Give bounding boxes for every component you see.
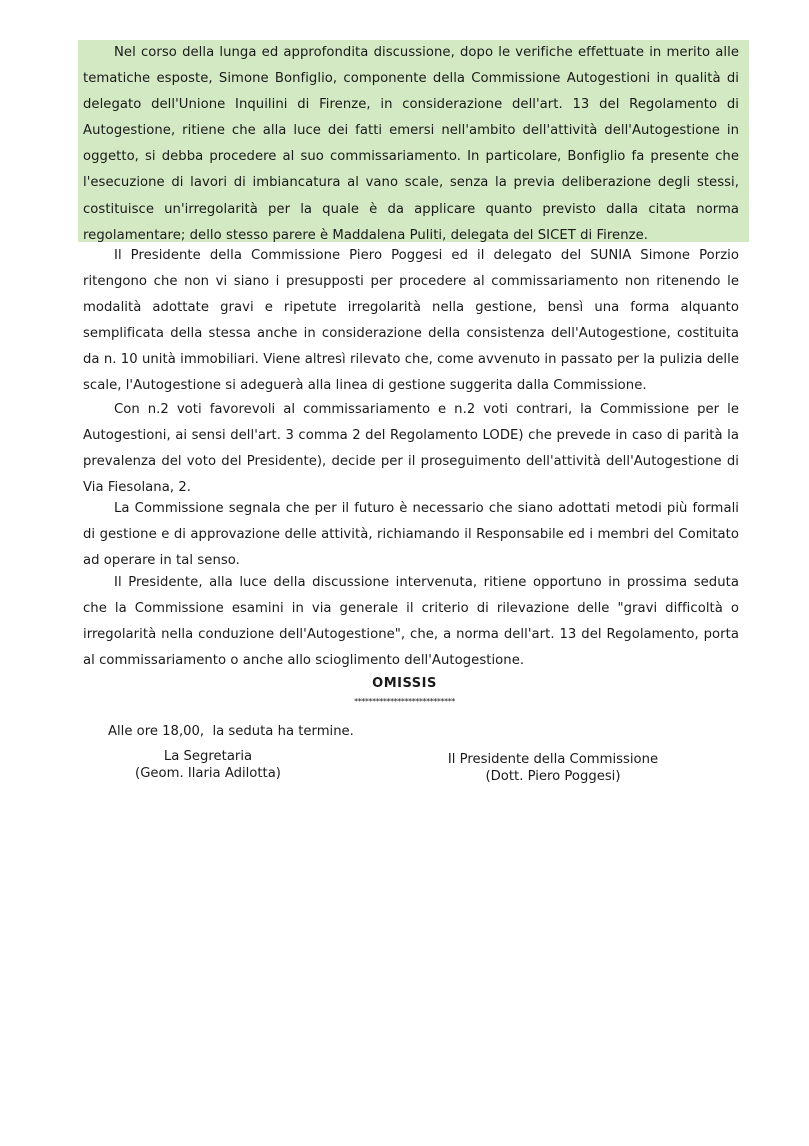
paragraph-bonfiglio-proposal: Nel corso della lunga ed approfondita discussione, dopo le verifiche effettuate in merito alle tematiche esposte, Simone Bonfiglio, componente della Commissione Autogestioni in qualità di delegato dell'Unione Inquilini di Firenze, in considerazione dell'art. 13 del Regolamento di Autogestione, ritiene che alla luce dei fatti emersi nell'ambito dell'attività dell'Autogestione in oggetto, si debba procedere al suo commissariamento. In particolare, Bonfiglio fa presente che l'esecuzione di lavori di imbiancatura al vano scale, senza la previa deliberazione degli stessi, costituisce un'irregolarità per la quale è da applicare quanto previsto dalla citata norma regolamentare; dello stesso parere è Maddalena Puliti, delegata del SICET di Firenze. xyxy=(83,45,739,243)
closing-statement: Alle ore 18,00, la seduta ha termine. xyxy=(108,724,354,739)
signature-president xyxy=(438,751,668,785)
paragraph-president-opinion: Il Presidente della Commissione Piero Poggesi ed il delegato del SUNIA Simone Porzio ritengono che non vi siano i presupposti per procedere al commissariamento non ritenendo le modalità adottate gravi e ripetute irregolarità nella gestione, bensì una forma alquanto semplificata della stessa anche in considerazione della consistenza dell'Autogestione, costituita da n. 10 unità immobiliari. Viene altresì rilevato che, come avvenuto in passato per la pulizia delle scale, l'Autogestione si adeguerà alla linea di gestione suggerita dalla Commissione. xyxy=(83,248,739,394)
paragraph-president-proposal: Il Presidente, alla luce della discussione intervenuta, ritiene opportuno in prossima seduta che la Commissione esamini in via generale il criterio di rilevazione delle "gravi difficoltà o irregolarità nella conduzione dell'Autogestione", che, a norma dell'art. 13 del Regolamento, porta al commissariamento o anche allo scioglimento dell'Autogestione. xyxy=(83,575,739,669)
paragraph-commission-recommendation: La Commissione segnala che per il futuro è necessario che siano adottati metodi più formali di gestione e di approvazione delle attività, richiamando il Responsabile ed i membri del Comitato ad operare in tal senso. xyxy=(83,501,739,569)
signature-secretary xyxy=(108,748,308,782)
omissis-separator: **************************** xyxy=(354,697,455,706)
omissis-heading: OMISSIS xyxy=(372,676,437,691)
signature-secretary-role: La Segretaria xyxy=(163,749,253,764)
signature-president-name: (Dott. Piero Poggesi) xyxy=(485,769,621,784)
signature-secretary-name: (Geom. Ilaria Adilotta) xyxy=(135,766,281,781)
signature-president-role: Il Presidente della Commissione xyxy=(447,752,659,767)
paragraph-vote-decision: Con n.2 voti favorevoli al commissariamento e n.2 voti contrari, la Commissione per le Autogestioni, ai sensi dell'art. 3 comma 2 del Regolamento LODE) che prevede in caso di parità la prevalenza del voto del Presidente), decide per il proseguimento dell'attività dell'Autogestione di Via Fiesolana, 2. xyxy=(83,402,739,496)
